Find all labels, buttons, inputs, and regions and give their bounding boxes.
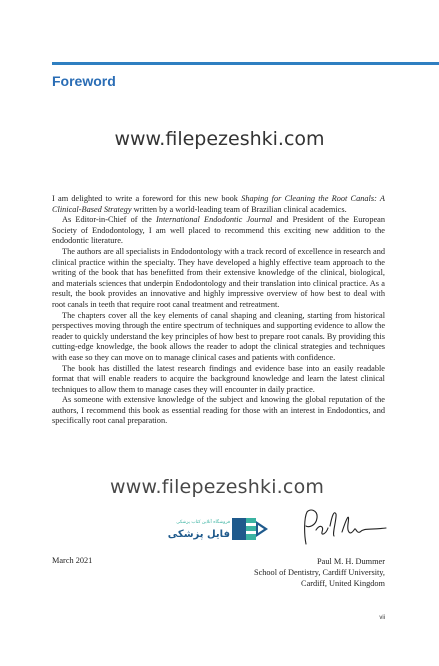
journal-title: International Endodontic Journal xyxy=(156,215,273,225)
paragraph-text: written by a world-leading team of Brazilian clinical academics. xyxy=(131,204,347,214)
paragraph xyxy=(52,395,385,427)
paragraph-text: and President of the European Society of Endodontology, I am well placed to recommend this exciting new addition to the endodontic literature. xyxy=(52,215,385,246)
paragraph xyxy=(52,247,385,311)
paragraph-text: The book has distilled the latest research findings and evidence base into an easily readable format that will enable readers to acquire the background knowledge and learn the latest clinical techniques to allow them to manage cases they will encounter in daily practice. xyxy=(52,363,385,394)
date-line: March 2021 xyxy=(52,556,93,565)
page-number: vii xyxy=(379,615,385,621)
watermark-url-top: www.filepezeshki.com xyxy=(114,128,325,150)
page-title: Foreword xyxy=(52,73,116,89)
header-rule xyxy=(52,62,439,65)
paragraph xyxy=(52,215,385,247)
paragraph-text: As someone with extensive knowledge of the subject and knowing the global reputation of the authors, I recommend this book as essential reading for those with an interest in Endodontics, and specifically root canal preparation. xyxy=(52,395,385,426)
foreword-body xyxy=(52,194,385,427)
paragraph xyxy=(52,364,385,396)
logo-text: فایل پزشکی xyxy=(167,529,230,540)
handwritten-signature xyxy=(298,506,388,548)
paragraph-text: The chapters cover all the key elements of canal shaping and cleaning, starting from historical perspectives moving through the entire spectrum of techniques and supporting evidence to allow the reader to quickly understand the key principles of how best to prepare root canals. By providing this cutting-edge knowledge, the book allows the reader to adopt the clinical strategies and techniques with ease so they can move on to manage clinical cases and patients with confidence. xyxy=(52,310,385,362)
book-title: Shaping for Cleaning the Root Canals: A Clinical-Based Strategy xyxy=(52,194,386,214)
paragraph-text: The authors are all specialists in Endodontology with a track record of excellence in research and clinical practice within the specialty. They have developed a highly effective team approach to the writing of the book that has benefitted from their extensive knowledge of the clinical, biological, and materials sciences that underpin Endodontology and their translation into clinical practice. As a result, the book provides an innovative and highly impressive overview of how best to deal with root canals in teeth that require root canal treatment and retreatment. xyxy=(52,246,385,309)
author-affiliation: School of Dentistry, Cardiff University, xyxy=(253,568,385,577)
author-signature-block xyxy=(254,556,385,589)
watermark-url-overlay: www.filepezeshki.com xyxy=(110,476,325,498)
paragraph xyxy=(52,194,385,215)
paragraph xyxy=(52,311,385,364)
paragraph-text: I am delighted to write a foreword for this new book xyxy=(52,194,242,203)
logo-icon xyxy=(232,518,268,540)
logo-subtext: فروشگاه آنلاین کتاب پزشکی xyxy=(176,520,230,525)
author-location: Cardiff, United Kingdom xyxy=(301,579,385,588)
paragraph-text: As Editor-in-Chief of the xyxy=(62,215,157,225)
filepezeshki-logo xyxy=(150,512,285,546)
author-name: Paul M. H. Dummer xyxy=(317,557,385,566)
